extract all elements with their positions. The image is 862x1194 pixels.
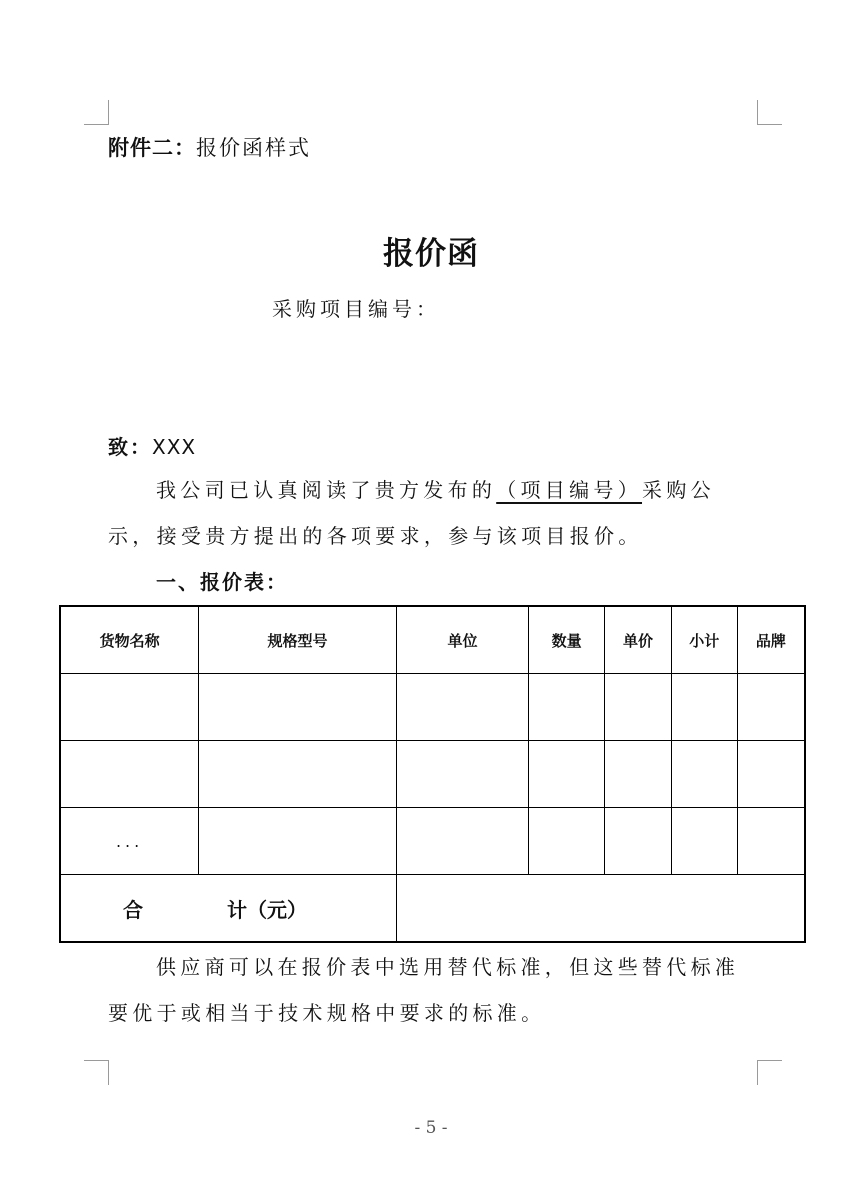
table-cell[interactable] bbox=[529, 741, 605, 808]
table-cell-ellipsis[interactable]: ... bbox=[60, 808, 199, 875]
table-cell[interactable] bbox=[605, 808, 672, 875]
table-cell[interactable] bbox=[605, 741, 672, 808]
total-label-right: 计（元） bbox=[227, 897, 307, 922]
footer-paragraph bbox=[108, 944, 758, 1036]
column-header-brand: 品牌 bbox=[737, 606, 805, 674]
total-value-cell[interactable] bbox=[396, 875, 805, 943]
crop-mark-bottom-right bbox=[757, 1060, 782, 1085]
table-cell[interactable] bbox=[199, 674, 397, 741]
table-cell[interactable] bbox=[396, 674, 529, 741]
page-number: - 5 - bbox=[414, 1118, 448, 1138]
table-cell[interactable] bbox=[671, 808, 737, 875]
intro-project-number-placeholder: （项目编号） bbox=[496, 478, 643, 502]
table-cell[interactable] bbox=[529, 808, 605, 875]
column-header-goods-name: 货物名称 bbox=[60, 606, 199, 674]
table-cell[interactable] bbox=[396, 741, 529, 808]
attachment-line bbox=[108, 132, 311, 162]
section-heading: 一、报价表： bbox=[156, 570, 288, 594]
project-number-label: 采购项目编号： bbox=[272, 297, 440, 321]
intro-paragraph bbox=[108, 467, 758, 559]
total-label bbox=[60, 875, 396, 943]
table-cell[interactable] bbox=[396, 808, 529, 875]
column-header-quantity: 数量 bbox=[529, 606, 605, 674]
attachment-title: 报价函样式 bbox=[196, 136, 311, 160]
table-cell[interactable] bbox=[60, 674, 199, 741]
recipient-name: XXX bbox=[152, 435, 197, 459]
intro-text-part1: 我公司已认真阅读了贵方发布的 bbox=[156, 478, 497, 502]
crop-mark-top-right bbox=[757, 100, 782, 125]
table-cell[interactable] bbox=[737, 741, 805, 808]
total-label-left: 合 bbox=[123, 897, 143, 922]
table-cell[interactable] bbox=[199, 741, 397, 808]
table-cell[interactable] bbox=[737, 808, 805, 875]
column-header-subtotal: 小计 bbox=[671, 606, 737, 674]
column-header-spec-model: 规格型号 bbox=[199, 606, 397, 674]
footer-paragraph-text: 供应商可以在报价表中选用替代标准，但这些替代标准要优于或相当于技术规格中要求的标准。 bbox=[108, 955, 740, 1025]
total-row bbox=[60, 875, 805, 943]
table-cell[interactable] bbox=[671, 674, 737, 741]
table-cell[interactable] bbox=[737, 674, 805, 741]
table-cell[interactable] bbox=[605, 674, 672, 741]
table-cell[interactable] bbox=[60, 741, 199, 808]
recipient-label: 致： bbox=[108, 435, 152, 459]
table-row bbox=[60, 808, 805, 875]
page-title: 报价函 bbox=[383, 236, 479, 272]
table-row bbox=[60, 674, 805, 741]
table-cell[interactable] bbox=[529, 674, 605, 741]
intro-text-part2: 采购公示，接受贵方提出的各项要求，参与该项目报价。 bbox=[108, 478, 715, 548]
table-cell[interactable] bbox=[671, 741, 737, 808]
column-header-unit-price: 单价 bbox=[605, 606, 672, 674]
column-header-unit: 单位 bbox=[396, 606, 529, 674]
table-row bbox=[60, 741, 805, 808]
quote-table bbox=[59, 605, 806, 943]
recipient-line bbox=[108, 431, 196, 460]
table-cell[interactable] bbox=[199, 808, 397, 875]
crop-mark-bottom-left bbox=[84, 1060, 109, 1085]
crop-mark-top-left bbox=[84, 100, 109, 125]
attachment-label: 附件二： bbox=[108, 136, 196, 160]
table-header-row bbox=[60, 606, 805, 674]
